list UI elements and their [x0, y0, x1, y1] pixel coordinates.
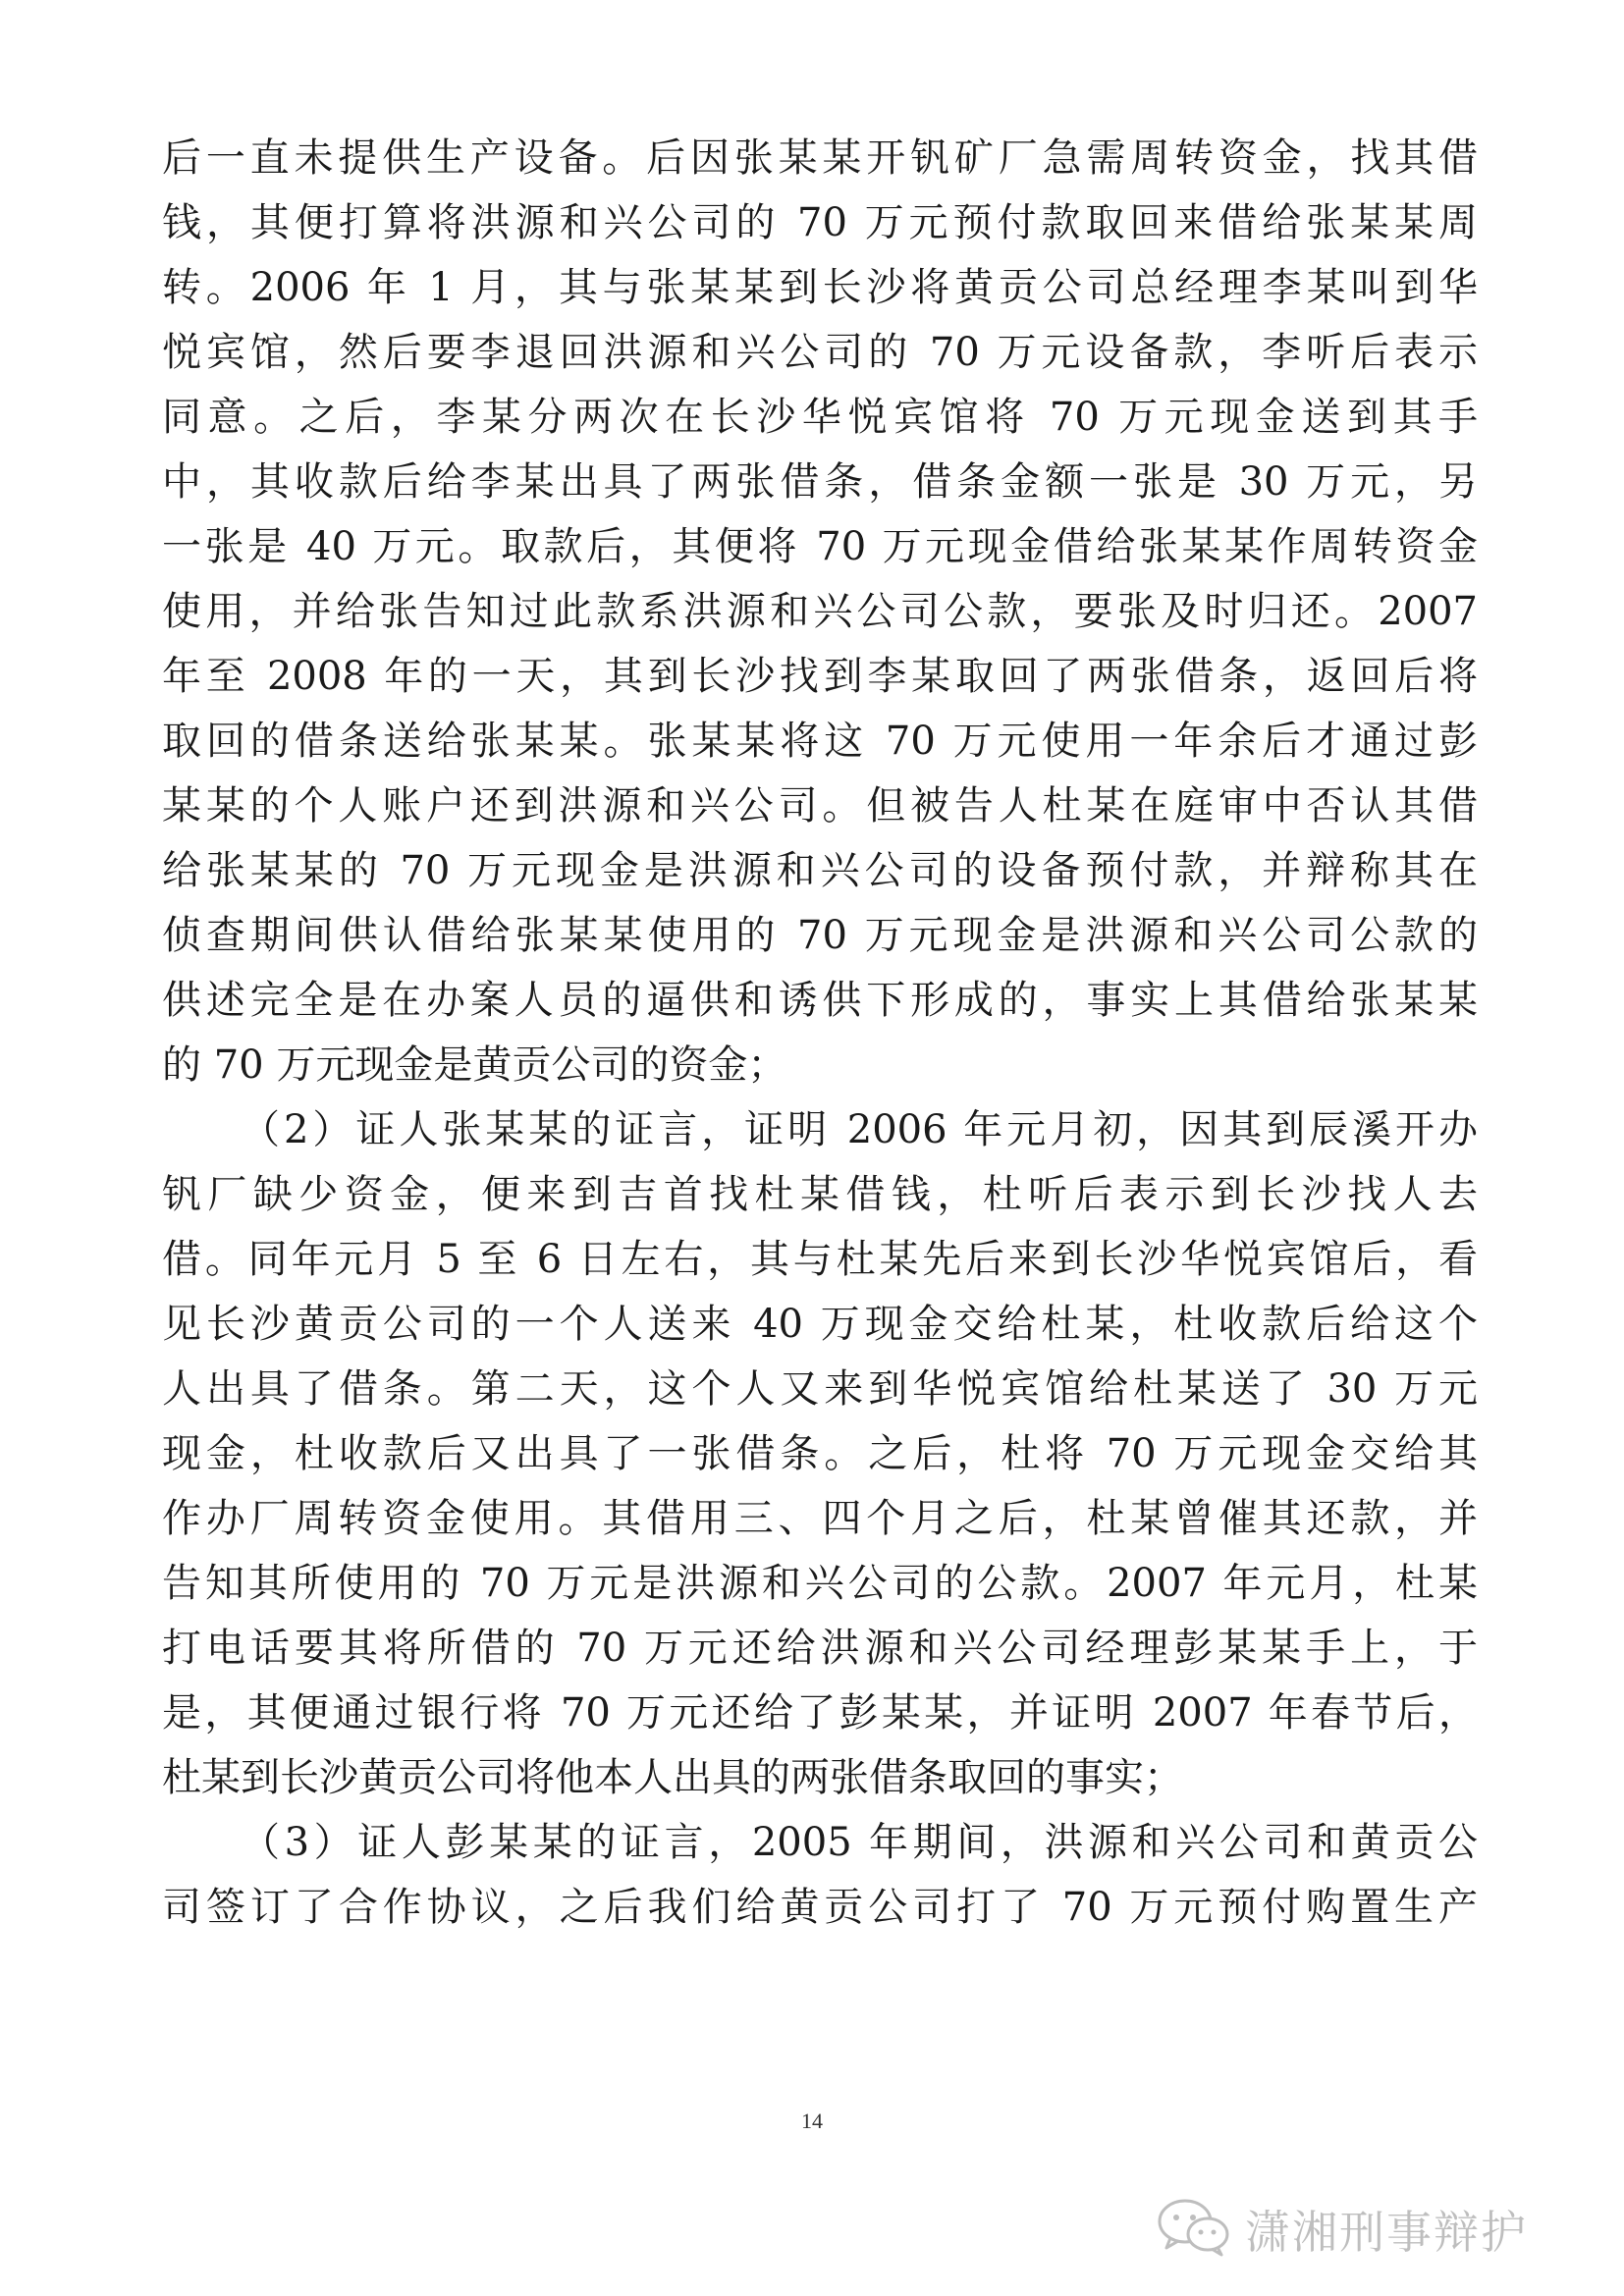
text-line: 钒厂缺少资金，便来到吉首找杜某借钱，杜听后表示到长沙找人去 [162, 1172, 1478, 1217]
watermark-text: 潇湘刑事辩护 [1245, 2206, 1528, 2259]
text-line: 现金，杜收款后又出具了一张借条。之后，杜将 70 万元现金交给其 [162, 1431, 1478, 1476]
text-line: 供述完全是在办案人员的逼供和诱供下形成的，事实上其借给张某某 [162, 978, 1478, 1023]
text-line: 使用，并给张告知过此款系洪源和兴公司公款，要张及时归还。2007 [162, 589, 1478, 634]
text-line: 杜某到长沙黄贡公司将他本人出具的两张借条取回的事实； [162, 1755, 1183, 1800]
text-line: 人出具了借条。第二天，这个人又来到华悦宾馆给杜某送了 30 万元 [162, 1366, 1478, 1412]
text-line: 某某的个人账户还到洪源和兴公司。但被告人杜某在庭审中否认其借 [162, 783, 1478, 828]
text-line: 一张是 40 万元。取款后，其便将 70 万元现金借给张某某作周转资金 [162, 524, 1478, 569]
text-line: 后一直未提供生产设备。后因张某某开钒矿厂急需周转资金，找其借 [162, 135, 1478, 181]
text-line: 作办厂周转资金使用。其借用三、四个月之后，杜某曾催其还款，并 [162, 1496, 1478, 1541]
text-line: 悦宾馆，然后要李退回洪源和兴公司的 70 万元设备款，李听后表示 [162, 330, 1478, 375]
document-body [162, 126, 1478, 1940]
text-line: （2）证人张某某的证言，证明 2006 年元月初，因其到辰溪开办 [241, 1107, 1478, 1152]
text-line: 的 70 万元现金是黄贡公司的资金； [162, 1042, 787, 1088]
text-line: 见长沙黄贡公司的一个人送来 40 万现金交给杜某，杜收款后给这个 [162, 1302, 1478, 1347]
text-line: 取回的借条送给张某某。张某某将这 70 万元使用一年余后才通过彭 [162, 719, 1478, 764]
text-line: 是，其便通过银行将 70 万元还给了彭某某，并证明 2007 年春节后， [162, 1690, 1478, 1735]
page-number: 14 [801, 2109, 823, 2133]
text-line: 司签订了合作协议，之后我们给黄贡公司打了 70 万元预付购置生产 [162, 1885, 1478, 1930]
text-line: （3）证人彭某某的证言，2005 年期间，洪源和兴公司和黄贡公 [241, 1820, 1478, 1865]
text-line: 侦查期间供认借给张某某使用的 70 万元现金是洪源和兴公司公款的 [162, 913, 1478, 958]
text-line: 打电话要其将所借的 70 万元还给洪源和兴公司经理彭某某手上，于 [162, 1626, 1478, 1671]
text-line: 借。同年元月 5 至 6 日左右，其与杜某先后来到长沙华悦宾馆后，看 [162, 1237, 1478, 1282]
text-line: 钱，其便打算将洪源和兴公司的 70 万元预付款取回来借给张某某周 [162, 200, 1478, 245]
text-line: 中，其收款后给李某出具了两张借条，借条金额一张是 30 万元，另 [162, 459, 1478, 505]
wechat-icon [1157, 2197, 1231, 2262]
watermark [1157, 2195, 1528, 2264]
text-line: 年至 2008 年的一天，其到长沙找到李某取回了两张借条，返回后将 [162, 654, 1478, 699]
text-line: 告知其所使用的 70 万元是洪源和兴公司的公款。2007 年元月，杜某 [162, 1561, 1478, 1606]
text-line: 转。2006 年 1 月，其与张某某到长沙将黄贡公司总经理李某叫到华 [162, 265, 1478, 310]
text-line: 同意。之后，李某分两次在长沙华悦宾馆将 70 万元现金送到其手 [162, 395, 1478, 440]
text-line: 给张某某的 70 万元现金是洪源和兴公司的设备预付款，并辩称其在 [162, 848, 1478, 893]
